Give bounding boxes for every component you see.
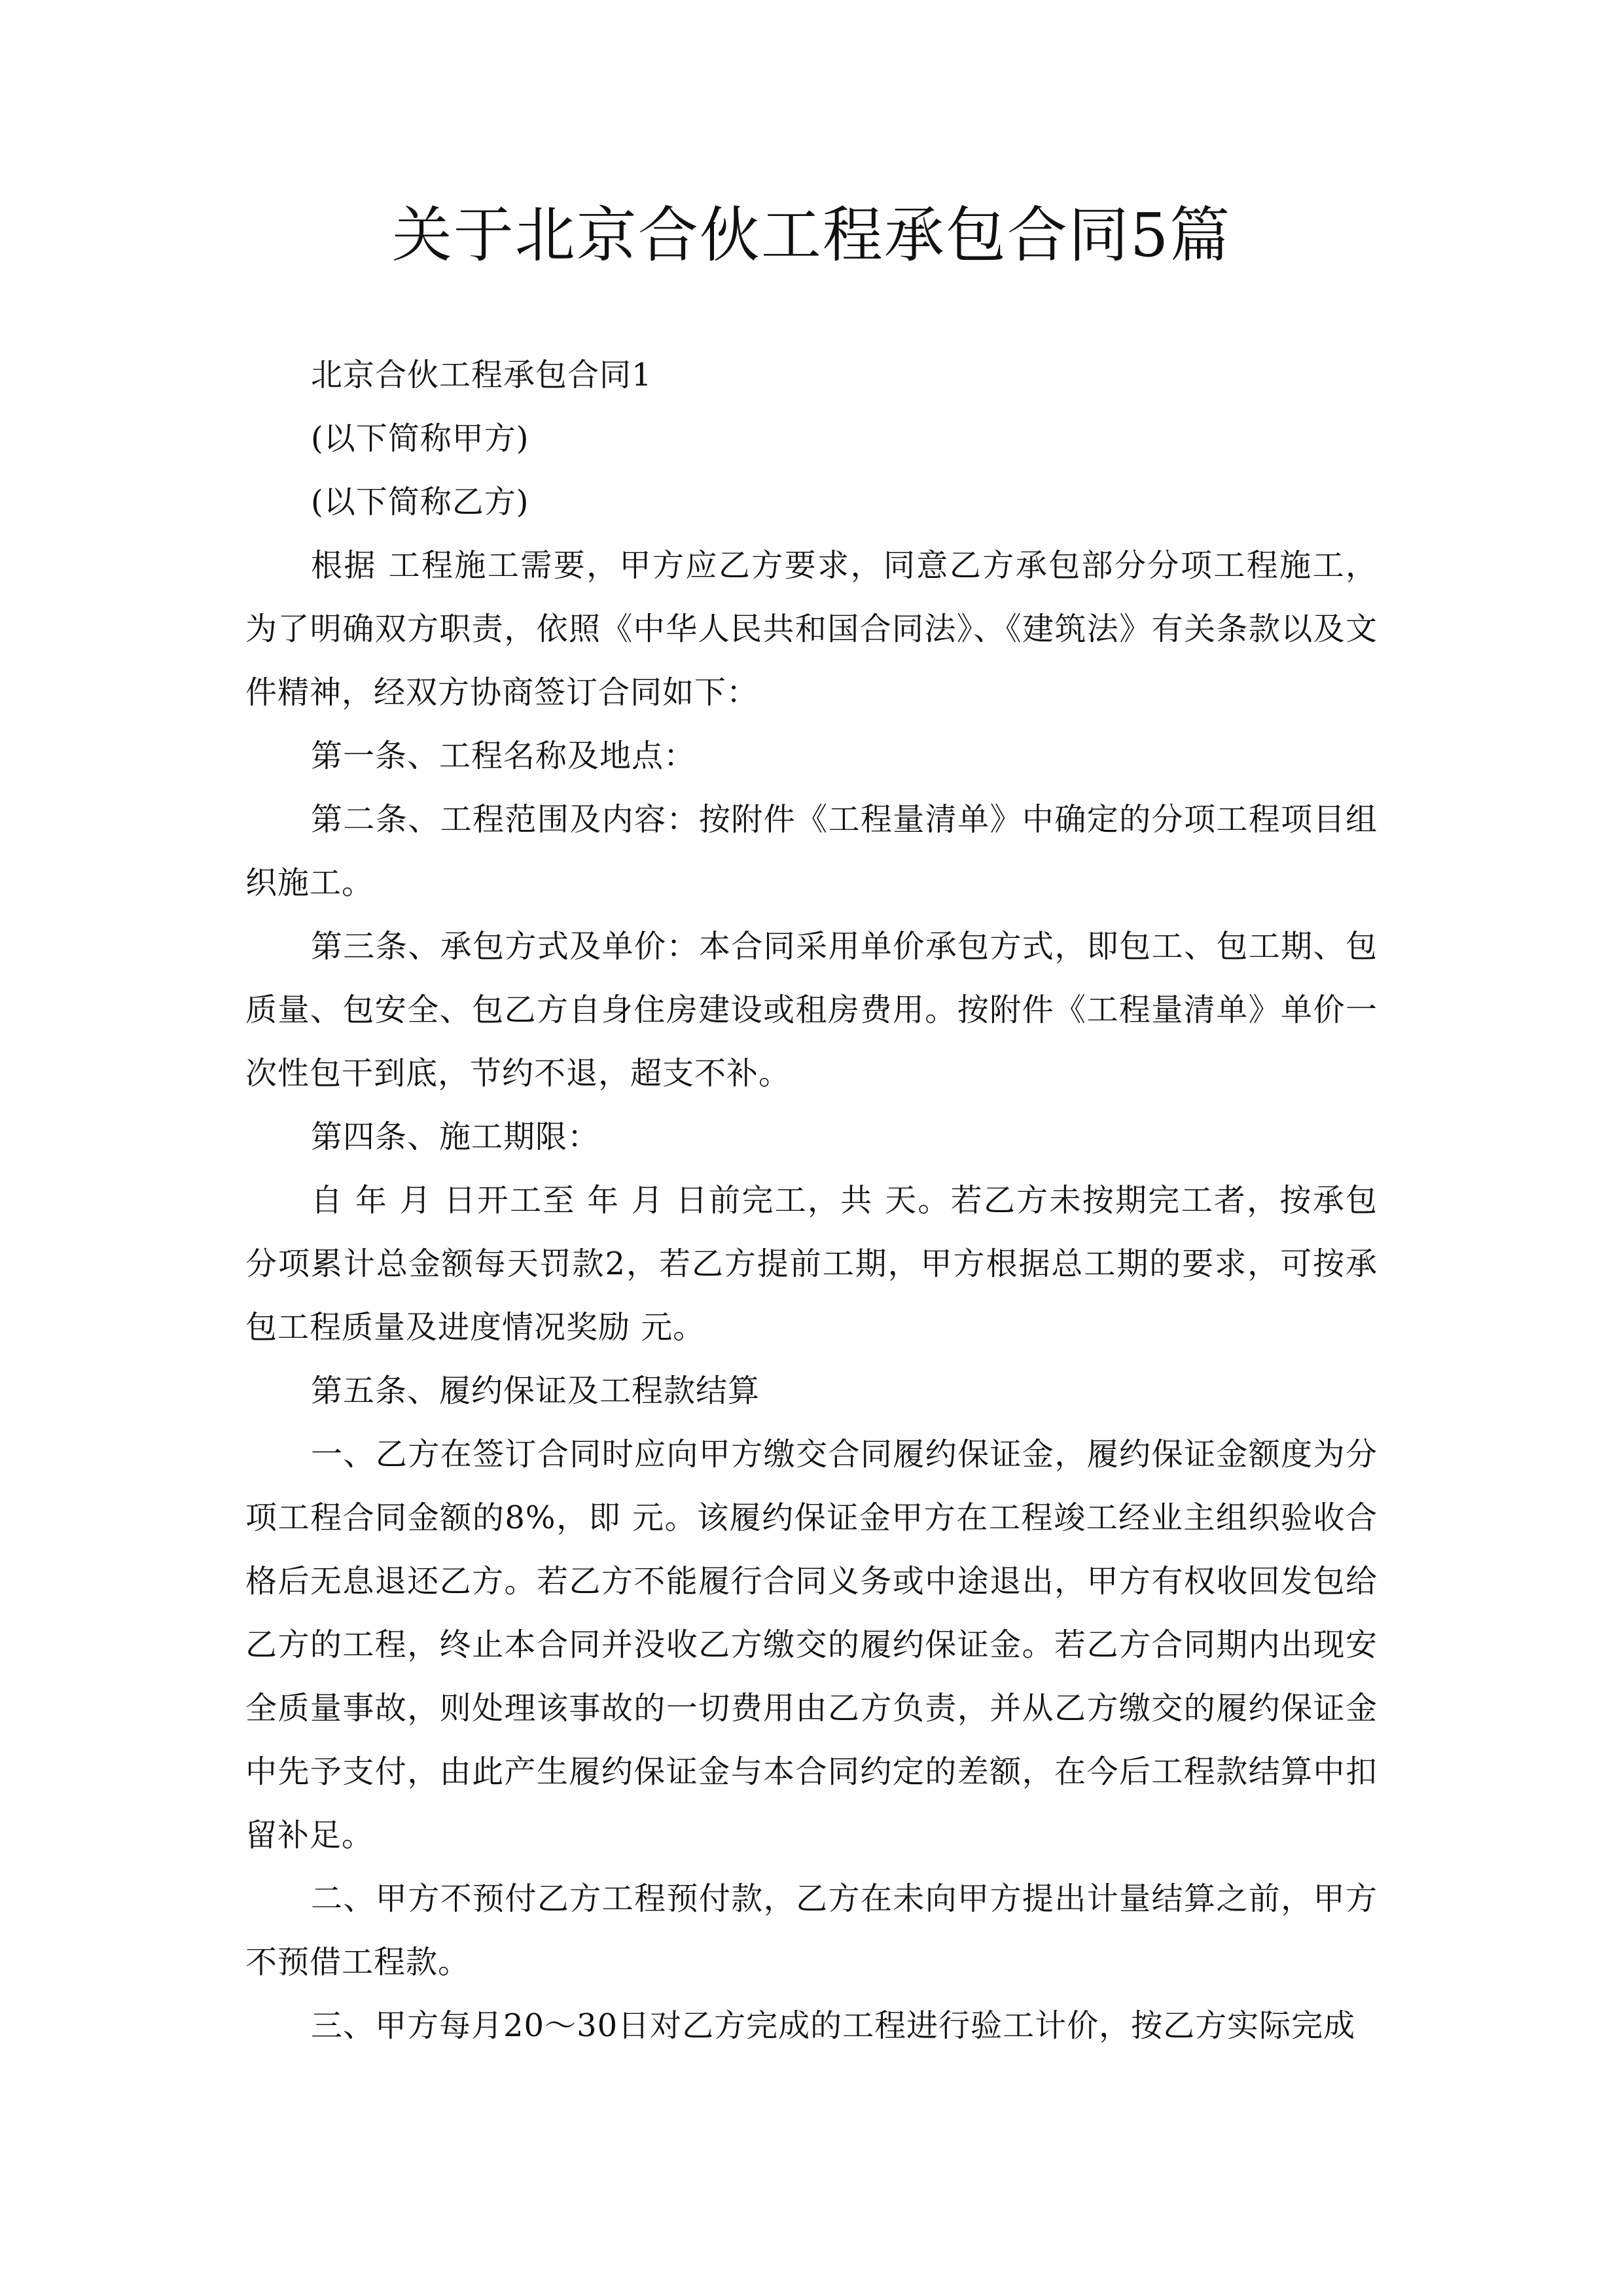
paragraph-article-1: 第一条、工程名称及地点： [311, 738, 696, 774]
document-body [245, 344, 1378, 2058]
document-title: 关于北京合伙工程承包合同5篇 [391, 200, 1232, 270]
paragraph-article-5: 第五条、履约保证及工程款结算 [311, 1372, 760, 1409]
paragraph-clause-2: 二、甲方不预付乙方工程预付款，乙方在未向甲方提出计量结算之前，甲方不预借工程款。 [245, 1880, 1378, 1981]
paragraph-party-b: (以下简称乙方) [311, 484, 529, 520]
paragraph-party-a: (以下简称甲方) [311, 420, 529, 457]
paragraph-article-3: 第三条、承包方式及单价：本合同采用单价承包方式，即包工、包工期、包质量、包安全、包乙方自身住房建设或租房费用。按附件《工程量清单》单价一次性包干到底，节约不退，超支不补。 [245, 928, 1378, 1092]
paragraph-clause-3: 三、甲方每月20～30日对乙方完成的工程进行验工计价，按乙方实际完成 [311, 2007, 1356, 2044]
paragraph-schedule: 自 年 月 日开工至 年 月 日前完工，共 天。若乙方未按期完工者，按承包分项累计总金额每天罚款2，若乙方提前工期，甲方根据总工期的要求，可按承包工程质量及进度情况奖励 元。 [245, 1182, 1378, 1346]
paragraph-contract-heading: 北京合伙工程承包合同1 [311, 357, 652, 393]
paragraph-article-4: 第四条、施工期限： [311, 1119, 600, 1155]
paragraph-article-2: 第二条、工程范围及内容：按附件《工程量清单》中确定的分项工程项目组织施工。 [245, 801, 1378, 901]
paragraph-clause-1: 一、乙方在签订合同时应向甲方缴交合同履约保证金，履约保证金额度为分项工程合同金额的8%，即 元。该履约保证金甲方在工程竣工经业主组织验收合格后无息退还乙方。若乙方不能履行合同义务或中途退出，甲方有权收回发包给乙方的工程，终止本合同并没收乙方缴交的履约保证金。若乙方合同期内出现安全质量事故，则处理该事故的一切费用由乙方负责，并从乙方缴交的履约保证金中先予支付，由此产生履约保证金与本合同约定的差额，在今后工程款结算中扣留补足。 [245, 1436, 1378, 1854]
paragraph-preamble: 根据 工程施工需要，甲方应乙方要求，同意乙方承包部分分项工程施工，为了明确双方职责，依照《中华人民共和国合同法》、《建筑法》有关条款以及文件精神，经双方协商签订合同如下： [245, 547, 1378, 711]
